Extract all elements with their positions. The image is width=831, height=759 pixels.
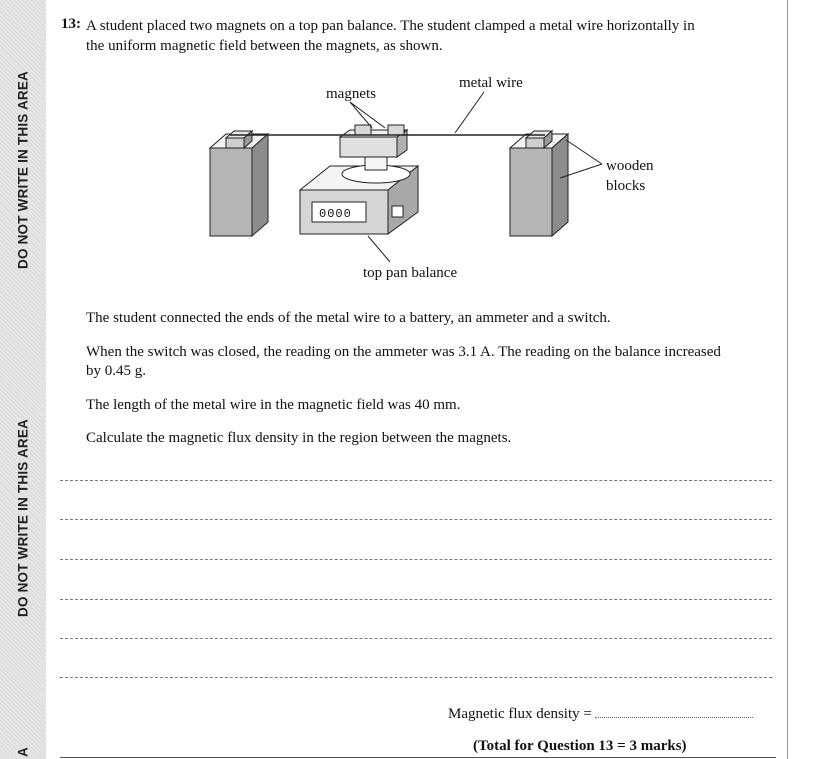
question-number: 13:	[61, 16, 81, 32]
answer-line[interactable]	[60, 638, 772, 639]
margin-warning-top: DO NOT WRITE IN THIS AREA	[15, 71, 31, 269]
top-pan-balance	[300, 156, 418, 234]
answer-line[interactable]	[60, 480, 772, 481]
page-edge	[787, 0, 788, 759]
paragraph-length: The length of the metal wire in the magnetic field was 40 mm.	[86, 397, 461, 413]
left-wooden-block	[210, 131, 268, 236]
label-wooden: wooden	[606, 158, 654, 174]
margin-warning-fragment: A	[15, 747, 31, 757]
label-metal-wire: metal wire	[459, 75, 523, 91]
bottom-rule	[60, 757, 776, 758]
paragraph-task: Calculate the magnetic flux density in the region between the magnets.	[86, 430, 512, 446]
magnets	[340, 125, 407, 157]
answer-row	[448, 705, 753, 723]
label-top-pan-balance: top pan balance	[363, 265, 458, 281]
balance-display: 0000	[319, 207, 352, 221]
apparatus-diagram	[200, 70, 680, 285]
answer-line[interactable]	[60, 559, 772, 560]
paragraph-readings: When the switch was closed, the reading on the ammeter was 3.1 A. The reading on the balance increased by 0.45 g.	[86, 344, 721, 379]
answer-line[interactable]	[60, 519, 772, 520]
label-blocks: blocks	[606, 178, 646, 194]
question-intro: A student placed two magnets on a top pan balance. The student clamped a metal wire horizontally in the uniform magnetic field between the magnets, as shown.	[86, 18, 695, 54]
margin-divider	[46, 0, 49, 759]
right-wooden-block	[510, 131, 568, 236]
label-magnets: magnets	[326, 86, 376, 102]
answer-line[interactable]	[60, 677, 772, 678]
paragraph-connection: The student connected the ends of the metal wire to a battery, an ammeter and a switch.	[86, 310, 611, 326]
answer-line[interactable]	[60, 599, 772, 600]
answer-label: Magnetic flux density =	[448, 706, 592, 722]
answer-blank[interactable]	[595, 705, 753, 718]
total-marks: (Total for Question 13 = 3 marks)	[473, 738, 687, 754]
margin-warning-bottom: DO NOT WRITE IN THIS AREA	[15, 419, 31, 617]
